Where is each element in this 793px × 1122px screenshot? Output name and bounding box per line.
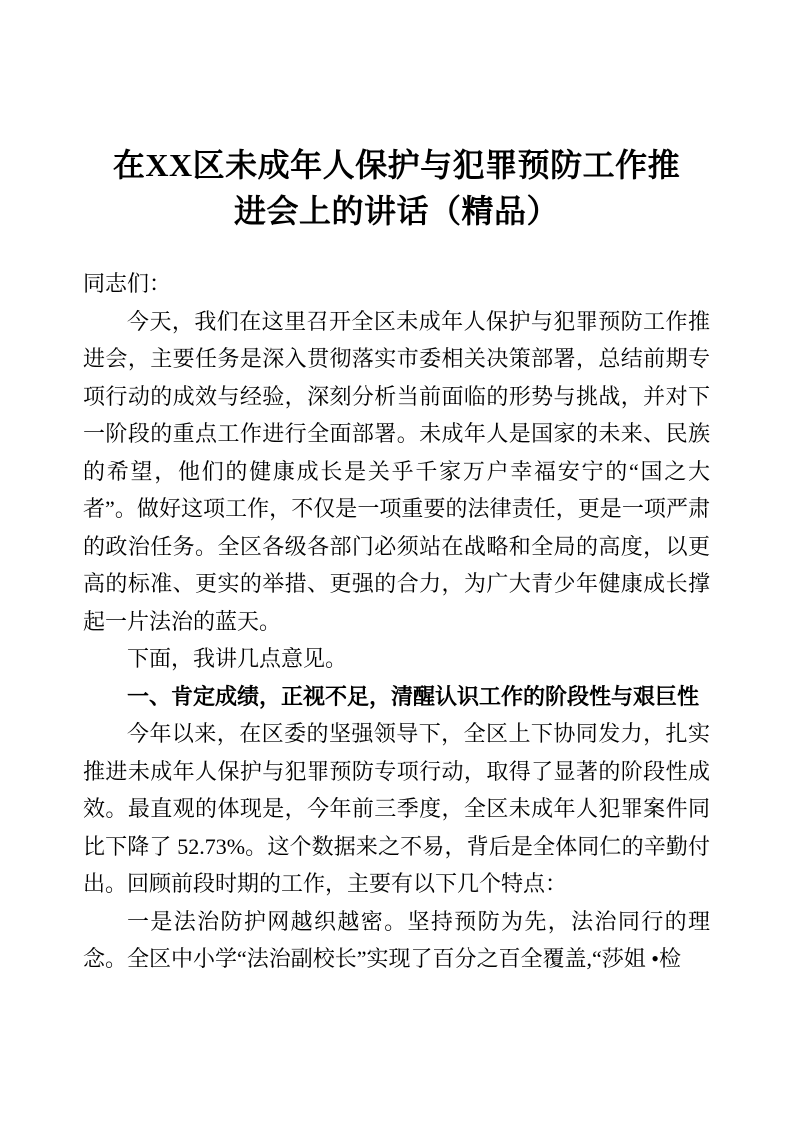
paragraph-transition: 下面，我讲几点意见。: [127, 646, 348, 671]
paragraph-intro: 今天，我们在这里召开全区未成年人保护与犯罪预防工作推进会，主要任务是深入贯彻落实市委相关决策部署，总结前期专项行动的成效与经验，深刻分析当前面临的形势与挑战，并对下一阶段的重点工作进行全面部署。未成年人是国家的未来、民族的希望，他们的健康成长是关乎千家万户幸福安宁的“国之大者”。做好这项工作，不仅是一项重要的法律责任，更是一项严肃的政治任务。全区各级各部门必须站在战略和全局的高度，以更高的标准、更实的举措、更强的合力，为广大青少年健康成长撑起一片法治的蓝天。: [83, 308, 710, 634]
paragraph-salutation: 同志们：: [83, 271, 172, 296]
paragraph-achievements: 今年以来，在区委的坚强领导下，全区上下协同发力，扎实推进未成年人保护与犯罪预防专项行动，取得了显著的阶段性成效。最直观的体现是，今年前三季度，全区未成年人犯罪案件同比下降了 52.73%。这个数据来之不易，背后是全体同仁的辛勤付出。回顾前段时期的工作，主要有以下几个特点：: [83, 721, 710, 896]
document-body: [83, 265, 710, 978]
paragraph-point-one: 一是法治防护网越织越密。坚持预防为先，法治同行的理念。全区中小学“法治副校长”实现了百分之百全覆盖,“莎姐 •检: [83, 908, 710, 971]
document-title: [83, 142, 710, 234]
document-title-line-2: 进会上的讲话（精品）: [233, 193, 559, 229]
document-title-line-1: 在XX区未成年人保护与犯罪预防工作推: [112, 147, 681, 183]
paragraph-section-heading: 一、肯定成绩，正视不足，清醒认识工作的阶段性与艰巨性: [127, 683, 700, 709]
